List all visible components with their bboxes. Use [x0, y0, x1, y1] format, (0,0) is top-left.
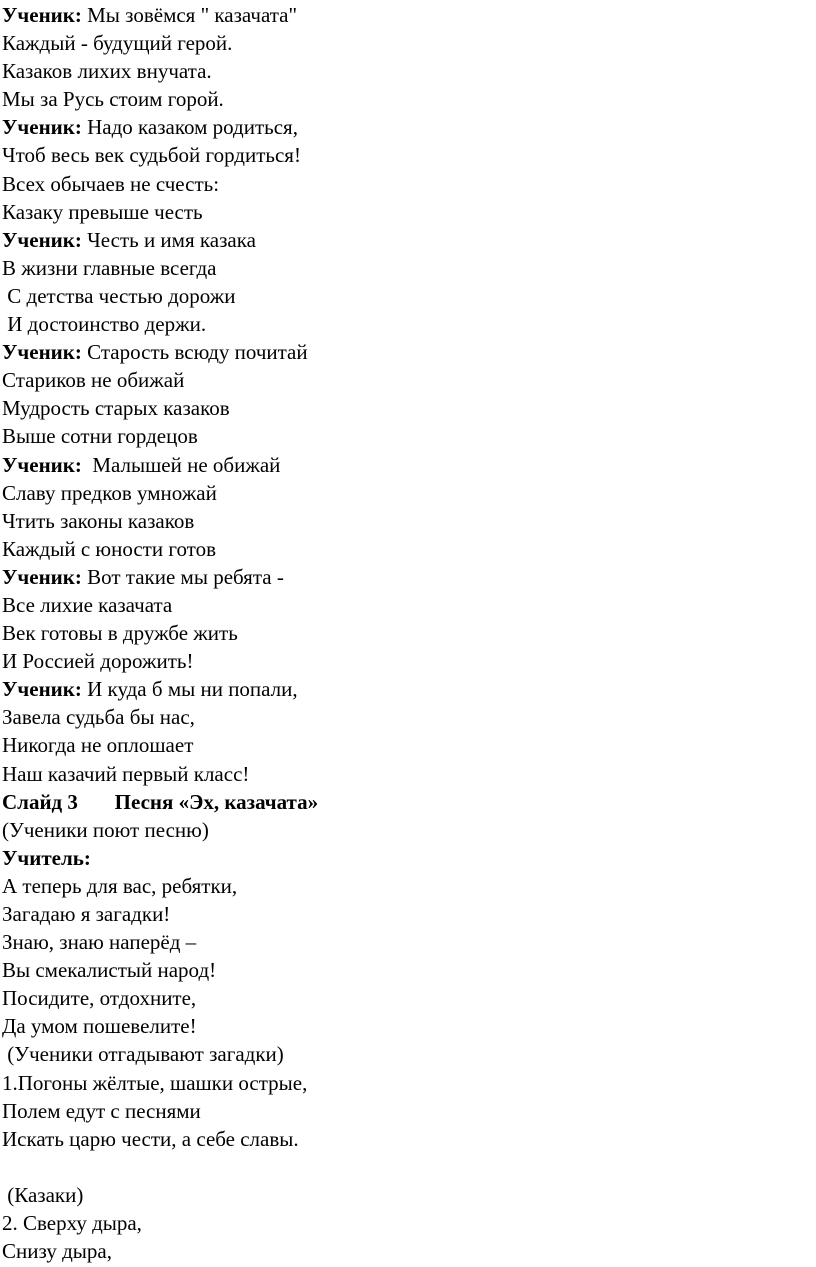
text-line: С детства честью дорожи — [2, 283, 236, 308]
text-line: Всех обычаев не счесть: — [2, 171, 220, 196]
text-line: Вы смекалистый народ! — [2, 958, 217, 983]
blank-line — [2, 1153, 816, 1181]
text-line: А теперь для вас, ребятки, — [2, 873, 238, 898]
text-line: Каждый с юности готов — [2, 536, 216, 561]
text-line: 2. Сверху дыра, — [2, 1211, 142, 1236]
text-line: Мы за Русь стоим горой. — [2, 87, 224, 112]
text-line: Искать царю чести, а себе славы. — [2, 1126, 299, 1151]
text-line: Завела судьба бы нас, — [2, 705, 195, 730]
text-line: Никогда не оплошает — [2, 733, 194, 758]
text-line: Казаку превыше честь — [2, 199, 203, 224]
text-line: Наш казачий первый класс! — [2, 761, 250, 786]
text-line: Загадаю я загадки! — [2, 902, 171, 926]
text-line: (Ученики поют песню) — [2, 817, 209, 842]
text-line: Выше сотни гордецов — [2, 424, 198, 449]
text-line: (Ученики отгадывают загадки) — [2, 1042, 284, 1067]
text-line: И Россией дорожить! — [2, 649, 194, 674]
text-line: В жизни главные всегда — [2, 255, 217, 280]
text-line: Все лихие казачата — [2, 592, 173, 617]
text-line: Ученик: Честь и имя казака — [2, 227, 256, 252]
text-line: Посидите, отдохните, — [2, 986, 197, 1011]
text-line: 1.Погоны жёлтые, шашки острые, — [2, 1070, 308, 1095]
text-line: Век готовы в дружбе жить — [2, 621, 238, 646]
text-line: Да умом пошевелите! — [2, 1014, 197, 1039]
text-line: Ученик: И куда б мы ни попали, — [2, 677, 298, 702]
text-line: Чтить законы казаков — [2, 508, 195, 533]
text-line: Полем едут с песнями — [2, 1098, 201, 1123]
text-line: Ученик: Вот такие мы ребята - — [2, 564, 284, 589]
document-page — [0, 1, 816, 1267]
speaker-heading: Учитель: — [2, 845, 91, 870]
text-line: Чтоб весь век судьбой гордиться! — [2, 143, 301, 168]
text-line: Знаю, знаю наперёд – — [2, 930, 197, 955]
slide-heading: Слайд 3 Песня «Эх, казачата» — [2, 789, 319, 814]
text-line: Мудрость старых казаков — [2, 396, 230, 421]
text-line: Славу предков умножай — [2, 480, 217, 505]
text-line: Ученик: Надо казаком родиться, — [2, 115, 298, 140]
text-line: Ученик: Малышей не обижай — [2, 452, 281, 477]
text-line: Каждый - будущий герой. — [2, 31, 233, 56]
text-line: Стариков не обижай — [2, 368, 185, 393]
text-line: И достоинство держи. — [2, 312, 207, 337]
text-line: Снизу дыра, — [2, 1239, 112, 1264]
text-line: (Казаки) — [2, 1182, 84, 1207]
text-line: Ученик: Мы зовёмся " казачата" — [2, 3, 298, 27]
text-line: Ученик: Старость всюду почитай — [2, 340, 308, 365]
text-line: Казаков лихих внучата. — [2, 59, 212, 84]
